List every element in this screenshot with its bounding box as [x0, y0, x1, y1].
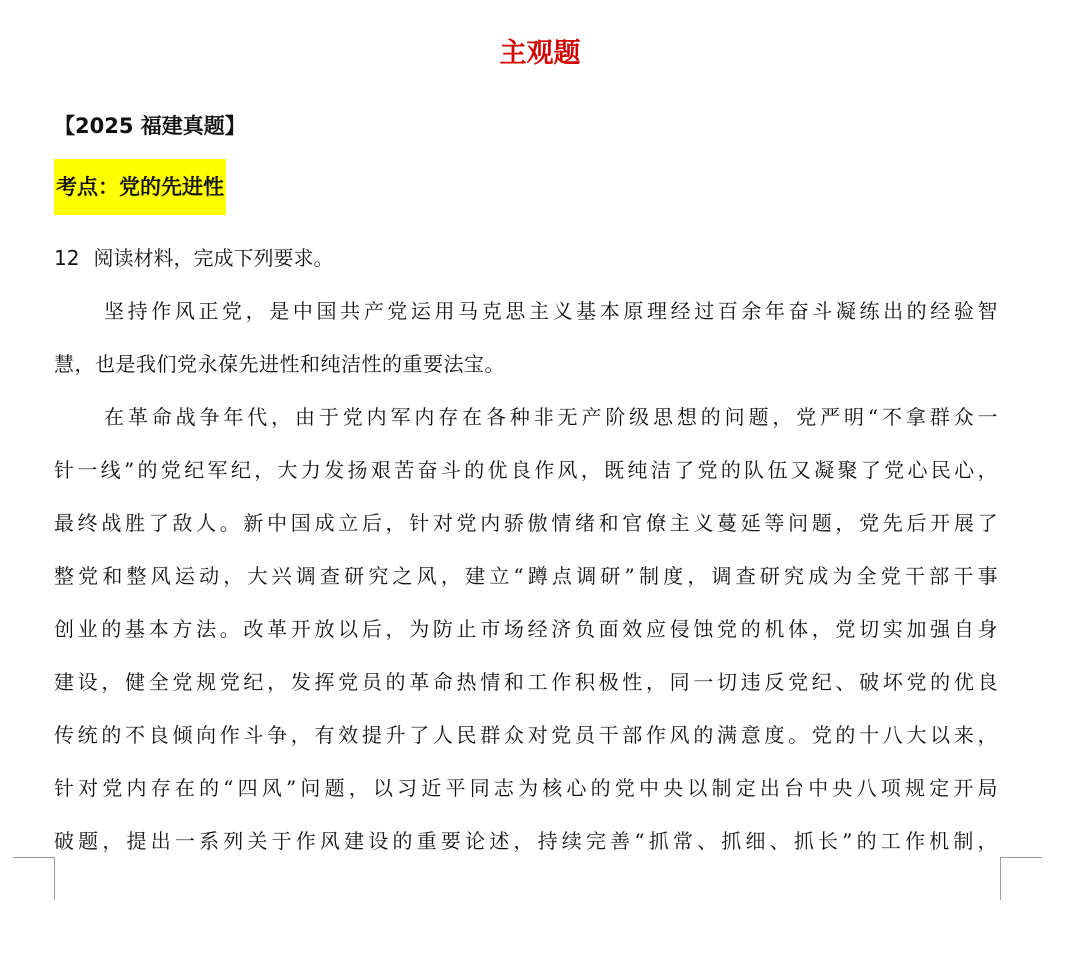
crop-mark-right: [1000, 857, 1042, 900]
question-number: 12: [54, 246, 80, 270]
paragraph2-line6: 建设，健全党规党纪，发挥党员的革命热情和工作积极性，同一切违反党纪、破坏党的优良: [54, 670, 998, 694]
question-line: [54, 240, 333, 276]
paragraph2-line9: 破题，提出一系列关于作风建设的重要论述，持续完善“抓常、抓细、抓长”的工作机制，: [54, 829, 998, 853]
paragraph2-line7: 传统的不良倾向作斗争，有效提升了人民群众对党员干部作风的满意度。党的十八大以来，: [54, 723, 998, 747]
page-title: 主观题: [499, 38, 581, 69]
paragraph2-line2: 针一线”的党纪军纪，大力发扬艰苦奋斗的优良作风，既纯洁了党的队伍又凝聚了党心民心，: [54, 458, 998, 482]
question-prompt: 阅读材料，完成下列要求。: [93, 246, 334, 270]
paragraph1-line1: 坚持作风正党，是中国共产党运用马克思主义基本原理经过百余年奋斗凝练出的经验智: [104, 299, 998, 323]
exam-heading: 【2025 福建真题】: [54, 114, 246, 138]
paragraph2-line4: 整党和整风运动，大兴调查研究之风，建立“蹲点调研”制度，调查研究成为全党干部干事: [54, 564, 998, 588]
paragraph2-line5: 创业的基本方法。改革开放以后，为防止市场经济负面效应侵蚀党的机体，党切实加强自身: [54, 617, 998, 641]
paragraph2-line1: 在革命战争年代，由于党内军内存在各种非无产阶级思想的问题，党严明“不拿群众一: [104, 405, 998, 429]
crop-mark-left: [13, 857, 55, 900]
paragraph1-line2: 慧，也是我们党永葆先进性和纯洁性的重要法宝。: [54, 352, 505, 376]
topic-heading-highlighted: 考点：党的先进性: [54, 159, 226, 215]
paragraph2-line3: 最终战胜了敌人。新中国成立后，针对党内骄傲情绪和官僚主义蔓延等问题，党先后开展了: [54, 511, 998, 535]
paragraph2-line8: 针对党内存在的“四风”问题，以习近平同志为核心的党中央以制定出台中央八项规定开局: [54, 776, 998, 800]
